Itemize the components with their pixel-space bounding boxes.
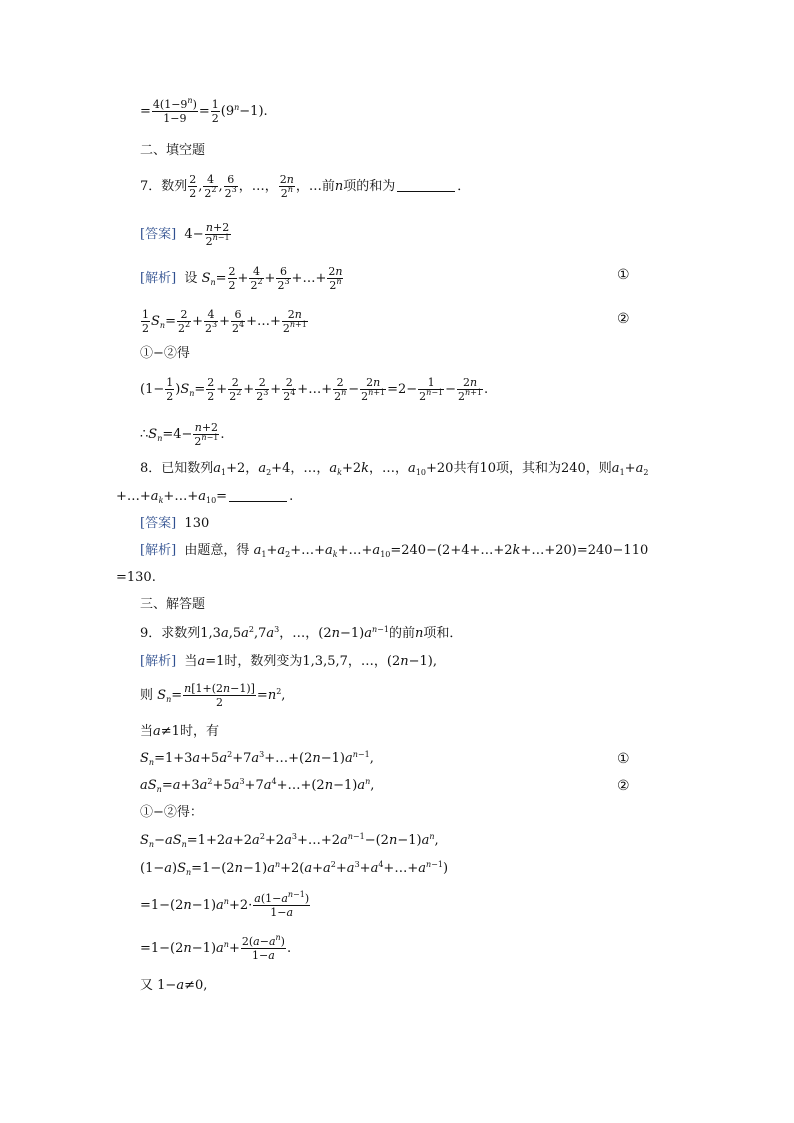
q9-step: ①−②得： <box>140 805 203 820</box>
q7-suffix2: 项的和为 <box>343 179 396 194</box>
q7-analysis-line3: (1− $\frac{1}{2}$ )$S_n=$ $\frac{2}{2}$ + $\frac{2}{2^2}$ + $\frac{2}{2^3}$ + $\frac{2}{2^4}$ +…+ $\frac{2}{2^n}$ − $\frac{2n}{2^{n+1}}$ =2− $\frac{1}{2^{n-1}}$ − $\frac{2n}{2^{n+1}}$ . <box>140 376 489 403</box>
q8-analysis-tag: [解析] <box>140 543 177 558</box>
q9-analysis-line4: $S_n=1+3a+5a^2+7a^3+\dots+(2n-1)a^{n-1}$, <box>140 750 374 767</box>
q9-analysis-line9: $=1-(2n-1)a^n+$ $\frac{2(a-a^n)}{1-a}$ . <box>140 933 292 962</box>
q7-answer-blank <box>397 178 455 192</box>
q9-case2: 当 <box>140 724 154 739</box>
q7-analysis-lead: 设 <box>184 271 198 286</box>
marker-one-q9: ① <box>617 751 630 767</box>
line-top-result: = $\frac{4(1-9^n)}{1-9}$ = $\frac{1}{2}$ $(9^n-1)$. <box>140 96 268 125</box>
q9-suffix2: 项和． <box>423 626 463 641</box>
marker-two-q9: ② <box>617 778 630 794</box>
q9-case1: 当 <box>184 654 198 669</box>
q8-question-line1: 8．已知数列$a_1+2$，$a_2+4$，…，$a_k+2k$，…，$a_{10}+20$共有10项，其和为240，则$a_1+a_2$ <box>140 461 649 477</box>
q7-prefix: 7．数列 <box>140 179 188 194</box>
q7-answer: [答案] 4− $\frac{n+2}{2^{n-1}}$ <box>140 221 230 248</box>
q7-answer-tag: [答案] <box>140 227 177 242</box>
q9-analysis-line2: 则 $S_n=$ $\frac{n[1+(2n-1)]}{2}$ $=n^2$, <box>140 682 286 709</box>
q7-step: ①−②得 <box>140 346 190 361</box>
q8-answer-blank <box>229 488 287 502</box>
q8-prefix: 8．已知数列 <box>140 461 214 476</box>
q7-analysis-line4: $\therefore S_n=4-$ $\frac{n+2}{2^{n-1}}$ . <box>140 421 225 448</box>
section-solve-heading: 三、解答题 <box>140 597 206 612</box>
q9-case1b: 时，数列变为 <box>224 654 303 669</box>
q8-analysis-line2: =130. <box>116 570 156 585</box>
q9-analysis-line1: [解析] 当a=1时，数列变为1,3,5,7，…，(2n−1), <box>140 654 437 669</box>
marker-one: ① <box>617 267 630 283</box>
q7-analysis-line2: $\frac{1}{2}$ $S_n=$ $\frac{2}{2^2}$ + $\frac{4}{2^3}$ + $\frac{6}{2^4}$ +…+ $\frac{2n}{2^{n+1}}$ <box>142 308 307 335</box>
q7-question: 7．数列 $\frac{2}{2}$ , $\frac{4}{2^2}$ , $\frac{6}{2^3}$ ，…， $\frac{2n}{2^n}$ ，…前n项的和为 ． <box>140 173 471 200</box>
marker-two: ② <box>617 311 630 327</box>
q8-answer-value: 130 <box>184 516 210 531</box>
q8-question-line2: $+\dots+a_k+\dots+a_{10}=$ . <box>116 489 294 505</box>
q9-analysis-line10: 又 1−a≠0, <box>140 978 208 993</box>
q7-analysis-tag: [解析] <box>140 271 177 286</box>
q8-analysis-line1: [解析] 由题意，得 $a_1+a_2+\dots+a_k+\dots+a_{10}=240-(2+4+\dots+2k+\dots+20)=240-110$ <box>140 543 649 559</box>
q8-answer <box>140 517 209 530</box>
q9-case2b: 时，有 <box>179 724 219 739</box>
q9-analysis-line3: 当a≠1时，有 <box>140 724 219 739</box>
q7-analysis-line1: [解析] 设 $S_n=$ $\frac{2}{2}$ + $\frac{4}{2^2}$ + $\frac{6}{2^3}$ +…+ $\frac{2n}{2^n}$ <box>140 265 343 292</box>
q9-also: 又 <box>140 978 154 993</box>
q9-prefix: 9．求数列 <box>140 626 201 641</box>
q9-question: 9．求数列$1,3a,5a^2,7a^3$，…，$(2n-1)a^{n-1}$的前n项和． <box>140 625 463 641</box>
q7-suffix: ，…前 <box>295 179 335 194</box>
q8-answer-tag: [答案] <box>140 516 177 531</box>
q9-analysis-tag: [解析] <box>140 654 177 669</box>
q9-analysis-line6: $S_n-aS_n=1+2a+2a^2+2a^3+\dots+2a^{n-1}-(2n-1)a^n$, <box>140 832 439 849</box>
q9-analysis-line7: $(1-a)S_n=1-(2n-1)a^n+2(a+a^2+a^3+a^4+\dots+a^{n-1})$ <box>140 860 449 877</box>
q9-analysis-line8: $=1-(2n-1)a^n+2\cdot$ $\frac{a(1-a^{n-1})}{1-a}$ <box>140 890 310 919</box>
q9-then: 则 <box>140 688 154 703</box>
q8-middle: 共有10项，其和为240，则 <box>453 461 612 476</box>
section-fill-heading: 二、填空题 <box>140 143 206 158</box>
q8-analysis-lead: 由题意，得 <box>184 543 250 558</box>
q9-analysis-line5: $aS_n=a+3a^2+5a^3+7a^4+\dots+(2n-1)a^n$, <box>140 777 375 794</box>
q9-suffix: 的前 <box>388 626 415 641</box>
